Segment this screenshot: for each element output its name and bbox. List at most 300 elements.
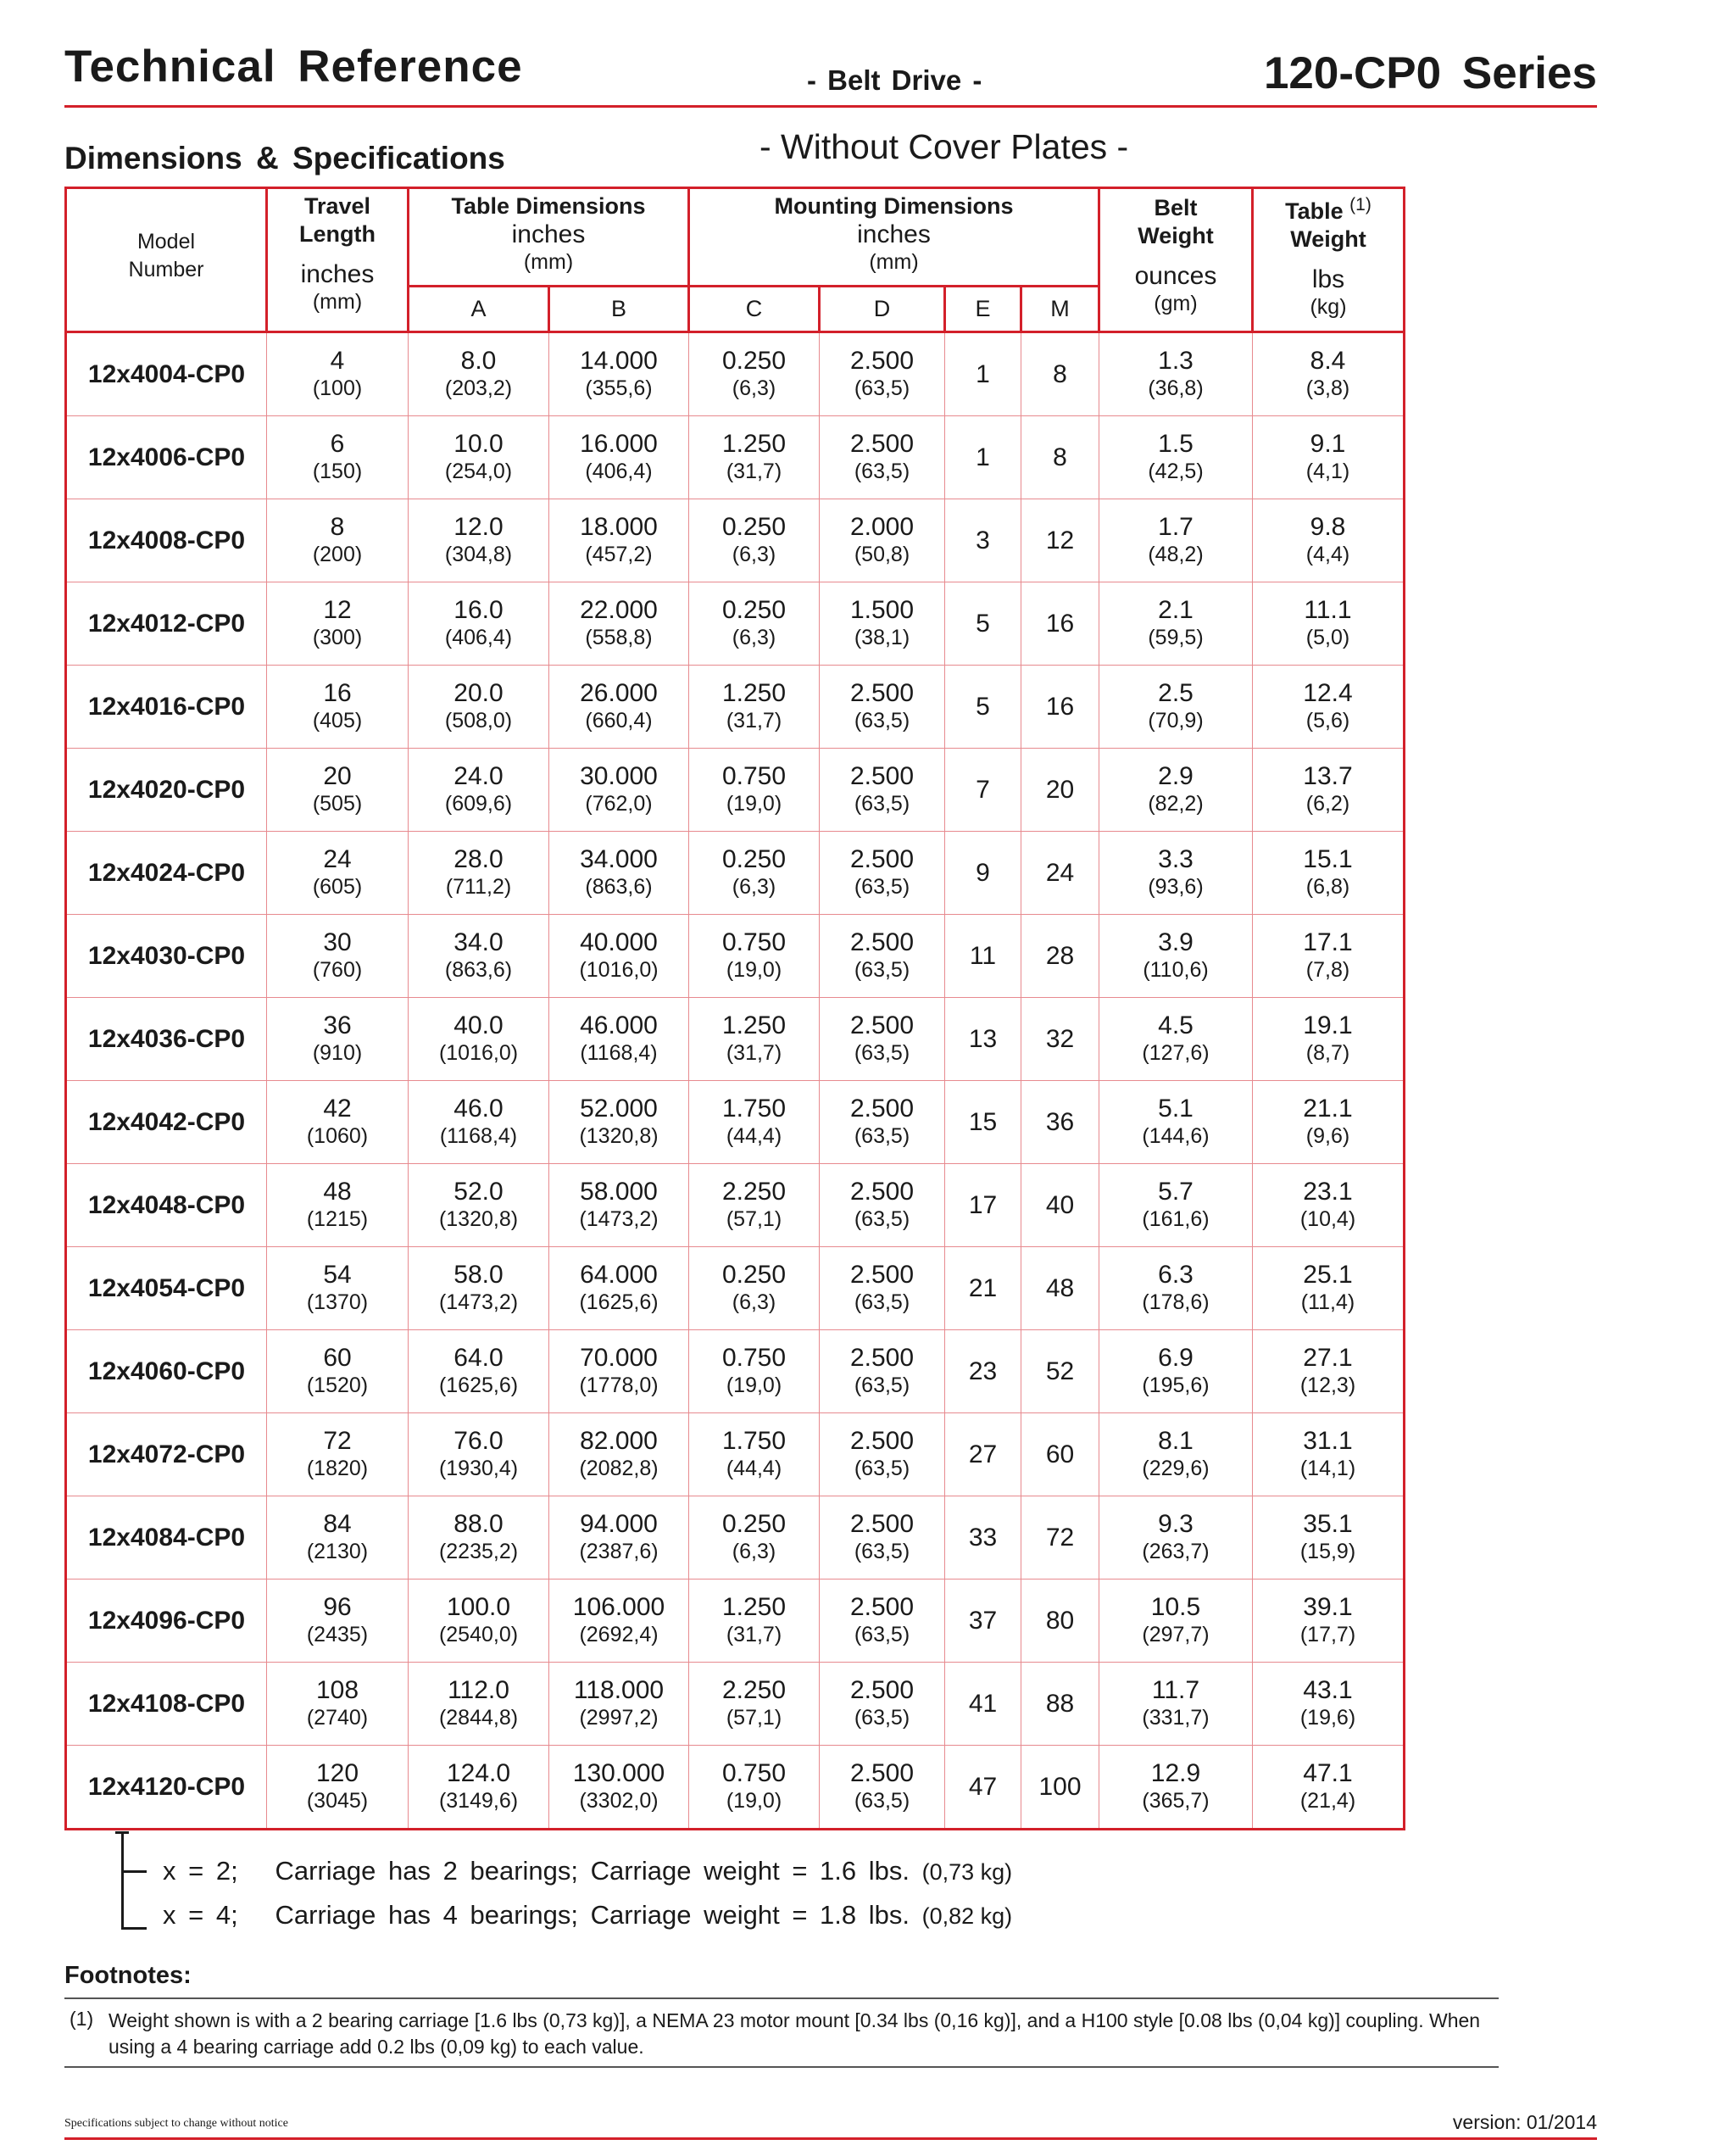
c-metric: (6,3) [732, 376, 776, 400]
table-weight-metric: (4,4) [1305, 542, 1350, 566]
belt-weight-value: 8.1 [1158, 1426, 1194, 1455]
footnotes-rule-top [64, 1997, 1499, 1999]
table-weight-metric: (10,4) [1299, 1206, 1356, 1231]
cell-b [549, 1413, 689, 1496]
table-weight-metric: (9,6) [1305, 1123, 1350, 1148]
cell-d [820, 1247, 945, 1330]
c-value: 0.250 [721, 595, 787, 624]
belt-weight-metric: (365,7) [1142, 1788, 1210, 1813]
table-weight-value: 23.1 [1303, 1177, 1353, 1206]
cell-belt-weight [1099, 998, 1253, 1081]
belt-weight-metric: (93,6) [1148, 874, 1204, 899]
cell-m: 8 [1021, 332, 1099, 416]
cell-c [689, 1663, 820, 1746]
belt-weight-value: 6.3 [1158, 1260, 1194, 1289]
b-value: 94.000 [580, 1509, 658, 1538]
cell-belt-weight [1099, 832, 1253, 915]
a-value: 24.0 [453, 761, 504, 790]
belt-weight-value: 3.9 [1158, 928, 1194, 956]
cell-c [689, 1164, 820, 1247]
cell-m: 80 [1021, 1580, 1099, 1663]
travel-metric: (3045) [306, 1788, 369, 1813]
cell-c [689, 499, 820, 582]
table-weight-value: 25.1 [1303, 1260, 1353, 1289]
cell-m: 72 [1021, 1496, 1099, 1580]
cell-b [549, 998, 689, 1081]
carriage-note-2 [163, 1856, 1012, 1886]
travel-metric: (2435) [306, 1622, 369, 1646]
belt-weight-metric: (144,6) [1142, 1123, 1210, 1148]
travel-value: 42 [323, 1094, 352, 1123]
table-weight-metric: (15,9) [1299, 1539, 1356, 1563]
travel-metric: (150) [312, 459, 363, 483]
carriage-note-2-kg: (0,73 kg) [921, 1859, 1013, 1885]
belt-weight-metric: (127,6) [1142, 1040, 1210, 1065]
d-metric: (63,5) [854, 1705, 910, 1730]
cell-d [820, 666, 945, 749]
header-travel-mm: (mm) [312, 290, 363, 314]
travel-metric: (1370) [306, 1290, 369, 1314]
b-value: 34.000 [580, 844, 658, 873]
belt-weight-metric: (110,6) [1143, 957, 1209, 982]
cell-belt-weight [1099, 416, 1253, 499]
table-weight-value: 9.8 [1310, 512, 1346, 541]
col-d-label: D [820, 287, 945, 332]
a-metric: (609,6) [444, 791, 513, 816]
travel-value: 96 [323, 1592, 352, 1621]
b-metric: (2387,6) [579, 1539, 659, 1563]
c-value: 0.250 [721, 844, 787, 873]
d-metric: (63,5) [854, 874, 910, 899]
table-row [66, 582, 1405, 666]
cell-belt-weight [1099, 915, 1253, 998]
b-value: 18.000 [580, 512, 658, 541]
table-row [66, 832, 1405, 915]
cell-table-weight [1253, 998, 1405, 1081]
travel-metric: (2130) [306, 1539, 369, 1563]
cell-table-weight [1253, 915, 1405, 998]
c-metric: (6,3) [732, 1539, 776, 1563]
c-value: 0.750 [721, 1758, 787, 1787]
table-row [66, 915, 1405, 998]
table-row [66, 1413, 1405, 1496]
belt-weight-value: 9.3 [1158, 1509, 1194, 1538]
d-value: 2.500 [849, 346, 915, 375]
footnote-text: Weight shown is with a 2 bearing carriage [1.6 lbs (0,73 kg)], a NEMA 23 motor mount [0.34 lbs (0,16 kg)], and a H100 style [0.08 lbs (0,04 kg)] coupling. When using a 4 bearing carriage add 0.2 lbs (0,09 kg) to each value. [108, 2009, 1481, 2058]
belt-weight-metric: (297,7) [1142, 1622, 1210, 1646]
travel-metric: (605) [312, 874, 363, 899]
travel-metric: (910) [312, 1040, 363, 1065]
table-weight-metric: (19,6) [1299, 1705, 1356, 1730]
a-value: 34.0 [453, 928, 504, 956]
a-value: 40.0 [453, 1011, 504, 1039]
a-metric: (1168,4) [439, 1123, 518, 1148]
cell-d [820, 1330, 945, 1413]
b-value: 16.000 [580, 429, 658, 458]
cell-c [689, 1330, 820, 1413]
a-metric: (203,2) [444, 376, 513, 400]
cell-d [820, 749, 945, 832]
d-value: 2.500 [849, 678, 915, 707]
cell-model: 12x4054-CP0 [66, 1247, 267, 1330]
cell-model: 12x4006-CP0 [66, 416, 267, 499]
header-belt [1099, 188, 1253, 332]
cell-table-weight [1253, 1413, 1405, 1496]
cell-e: 9 [945, 832, 1021, 915]
travel-metric: (2740) [306, 1705, 369, 1730]
cell-d [820, 1164, 945, 1247]
belt-weight-metric: (331,7) [1142, 1705, 1210, 1730]
cell-c [689, 749, 820, 832]
b-value: 40.000 [580, 928, 658, 956]
d-metric: (63,5) [854, 1123, 910, 1148]
belt-weight-value: 10.5 [1150, 1592, 1201, 1621]
a-value: 20.0 [453, 678, 504, 707]
header-belt-unit: ounces [1134, 262, 1217, 290]
d-value: 2.500 [849, 1260, 915, 1289]
travel-value: 48 [323, 1177, 352, 1206]
a-metric: (406,4) [444, 625, 513, 649]
cell-a [409, 832, 549, 915]
belt-weight-value: 6.9 [1158, 1343, 1194, 1372]
c-value: 0.250 [721, 512, 787, 541]
b-metric: (355,6) [585, 376, 653, 400]
d-value: 2.500 [849, 1094, 915, 1123]
c-metric: (44,4) [726, 1123, 782, 1148]
cell-belt-weight [1099, 332, 1253, 416]
cell-e: 13 [945, 998, 1021, 1081]
header-model-line1: Model [136, 230, 196, 254]
cell-travel [267, 1081, 409, 1164]
d-metric: (63,5) [854, 1290, 910, 1314]
d-metric: (63,5) [854, 1622, 910, 1646]
a-metric: (1016,0) [438, 1040, 519, 1065]
travel-value: 36 [323, 1011, 352, 1039]
d-value: 2.500 [849, 1758, 915, 1787]
c-metric: (6,3) [732, 1290, 776, 1314]
travel-value: 8 [330, 512, 345, 541]
table-row [66, 1081, 1405, 1164]
col-b-label: B [549, 287, 689, 332]
cell-b [549, 915, 689, 998]
cell-e: 17 [945, 1164, 1021, 1247]
cell-a [409, 1496, 549, 1580]
c-metric: (19,0) [726, 791, 782, 816]
cell-table-weight [1253, 1081, 1405, 1164]
table-row [66, 1330, 1405, 1413]
cell-m: 52 [1021, 1330, 1099, 1413]
travel-value: 72 [323, 1426, 352, 1455]
table-weight-value: 8.4 [1310, 346, 1346, 375]
a-value: 58.0 [453, 1260, 504, 1289]
table-weight-value: 35.1 [1303, 1509, 1353, 1538]
header-mounting-mm: (mm) [869, 250, 919, 274]
cell-travel [267, 1413, 409, 1496]
d-metric: (63,5) [854, 376, 910, 400]
cell-b [549, 1746, 689, 1830]
table-weight-value: 17.1 [1303, 928, 1353, 956]
cell-e: 5 [945, 666, 1021, 749]
page-subtitle: - Belt Drive - [807, 64, 982, 96]
b-value: 70.000 [580, 1343, 658, 1372]
belt-weight-metric: (70,9) [1148, 708, 1204, 733]
table-weight-metric: (12,3) [1299, 1373, 1356, 1397]
cell-a [409, 332, 549, 416]
b-metric: (762,0) [585, 791, 653, 816]
b-metric: (660,4) [585, 708, 653, 733]
table-weight-metric: (8,7) [1305, 1040, 1350, 1065]
spec-table [64, 187, 1405, 1830]
spec-table-body [66, 332, 1405, 1830]
belt-weight-metric: (195,6) [1142, 1373, 1210, 1397]
cell-c [689, 1081, 820, 1164]
table-weight-metric: (21,4) [1299, 1788, 1356, 1813]
header-table-dims-unit: inches [511, 220, 586, 248]
c-metric: (6,3) [732, 874, 776, 899]
b-metric: (1625,6) [579, 1290, 659, 1314]
c-metric: (57,1) [726, 1206, 782, 1231]
a-value: 88.0 [453, 1509, 504, 1538]
cell-b [549, 1663, 689, 1746]
cell-e: 21 [945, 1247, 1021, 1330]
b-metric: (3302,0) [579, 1788, 659, 1813]
d-metric: (50,8) [854, 542, 910, 566]
cell-c [689, 915, 820, 998]
d-metric: (63,5) [854, 1206, 910, 1231]
cell-b [549, 416, 689, 499]
belt-weight-metric: (178,6) [1142, 1290, 1210, 1314]
a-value: 124.0 [446, 1758, 511, 1787]
b-value: 118.000 [573, 1675, 665, 1704]
b-value: 26.000 [580, 678, 658, 707]
table-weight-value: 13.7 [1303, 761, 1353, 790]
cell-model: 12x4072-CP0 [66, 1413, 267, 1496]
d-value: 2.500 [849, 761, 915, 790]
cell-travel [267, 749, 409, 832]
header-belt-line1: Belt [1154, 195, 1198, 220]
header-table-dims-mm: (mm) [523, 250, 574, 274]
table-row [66, 499, 1405, 582]
cell-e: 41 [945, 1663, 1021, 1746]
cell-c [689, 1247, 820, 1330]
cell-model: 12x4060-CP0 [66, 1330, 267, 1413]
cell-d [820, 1413, 945, 1496]
travel-value: 24 [323, 844, 352, 873]
belt-weight-value: 5.7 [1158, 1177, 1194, 1206]
c-value: 2.250 [721, 1177, 787, 1206]
a-value: 100.0 [446, 1592, 511, 1621]
c-metric: (6,3) [732, 542, 776, 566]
header-model [66, 188, 267, 332]
table-row [66, 1580, 1405, 1663]
a-value: 28.0 [453, 844, 504, 873]
table-row [66, 1164, 1405, 1247]
c-value: 1.750 [721, 1094, 787, 1123]
c-metric: (19,0) [726, 1788, 782, 1813]
b-metric: (2692,4) [579, 1622, 659, 1646]
cell-a [409, 1164, 549, 1247]
b-metric: (457,2) [585, 542, 653, 566]
a-metric: (508,0) [444, 708, 513, 733]
cell-m: 12 [1021, 499, 1099, 582]
cell-c [689, 1413, 820, 1496]
table-weight-value: 12.4 [1303, 678, 1353, 707]
header-weight [1253, 188, 1405, 332]
table-row [66, 416, 1405, 499]
cell-m: 16 [1021, 582, 1099, 666]
table-weight-value: 21.1 [1303, 1094, 1353, 1123]
cell-travel [267, 1247, 409, 1330]
cell-a [409, 1663, 549, 1746]
b-value: 130.000 [572, 1758, 665, 1787]
table-weight-value: 31.1 [1303, 1426, 1353, 1455]
travel-metric: (200) [312, 542, 363, 566]
table-row [66, 332, 1405, 416]
cell-model: 12x4042-CP0 [66, 1081, 267, 1164]
cell-a [409, 416, 549, 499]
d-metric: (63,5) [854, 1539, 910, 1563]
cell-m: 60 [1021, 1413, 1099, 1496]
b-value: 46.000 [580, 1011, 658, 1039]
header-travel-line2: Length [299, 221, 376, 247]
table-weight-value: 47.1 [1303, 1758, 1353, 1787]
cell-travel [267, 1746, 409, 1830]
cell-c [689, 666, 820, 749]
header-belt-gm: (gm) [1154, 292, 1198, 315]
cell-table-weight [1253, 416, 1405, 499]
c-metric: (19,0) [726, 957, 782, 982]
cell-model: 12x4030-CP0 [66, 915, 267, 998]
cell-b [549, 1081, 689, 1164]
d-metric: (63,5) [854, 708, 910, 733]
cell-b [549, 582, 689, 666]
travel-metric: (1820) [306, 1456, 369, 1480]
cell-model: 12x4084-CP0 [66, 1496, 267, 1580]
b-value: 14.000 [580, 346, 658, 375]
cell-table-weight [1253, 582, 1405, 666]
cell-model: 12x4004-CP0 [66, 332, 267, 416]
cell-d [820, 1496, 945, 1580]
d-metric: (63,5) [854, 1456, 910, 1480]
cell-c [689, 998, 820, 1081]
cell-a [409, 666, 549, 749]
b-metric: (1473,2) [579, 1206, 659, 1231]
cell-travel [267, 832, 409, 915]
cell-e: 33 [945, 1496, 1021, 1580]
cell-travel [267, 499, 409, 582]
table-weight-metric: (5,6) [1305, 708, 1350, 733]
cell-d [820, 915, 945, 998]
a-metric: (711,2) [445, 874, 512, 899]
d-value: 2.500 [849, 844, 915, 873]
travel-metric: (760) [312, 957, 363, 982]
cell-travel [267, 1663, 409, 1746]
table-weight-metric: (17,7) [1299, 1622, 1356, 1646]
cell-belt-weight [1099, 1164, 1253, 1247]
c-value: 1.250 [721, 1592, 787, 1621]
belt-weight-metric: (161,6) [1142, 1206, 1210, 1231]
cell-a [409, 499, 549, 582]
belt-weight-metric: (36,8) [1148, 376, 1204, 400]
cell-table-weight [1253, 332, 1405, 416]
a-metric: (1930,4) [438, 1456, 519, 1480]
travel-metric: (1060) [306, 1123, 369, 1148]
cell-e: 1 [945, 332, 1021, 416]
cell-c [689, 1580, 820, 1663]
cell-e: 1 [945, 416, 1021, 499]
a-metric: (2540,0) [438, 1622, 519, 1646]
cell-c [689, 582, 820, 666]
c-metric: (31,7) [726, 1622, 782, 1646]
b-value: 106.000 [572, 1592, 665, 1621]
d-metric: (63,5) [854, 957, 910, 982]
cell-table-weight [1253, 832, 1405, 915]
d-value: 2.500 [849, 1592, 915, 1621]
a-value: 64.0 [453, 1343, 504, 1372]
section-title: Dimensions & Specifications [64, 141, 505, 176]
belt-weight-value: 1.7 [1158, 512, 1194, 541]
cell-model: 12x4012-CP0 [66, 582, 267, 666]
header-weight-line2: Weight [1290, 226, 1366, 252]
bottom-rule [64, 2137, 1597, 2140]
header-travel-unit: inches [300, 260, 375, 288]
b-metric: (1320,8) [579, 1123, 659, 1148]
footnote-marker: (1) [1349, 195, 1372, 214]
b-value: 64.000 [580, 1260, 658, 1289]
header-travel [267, 188, 409, 332]
a-value: 76.0 [453, 1426, 504, 1455]
c-metric: (44,4) [726, 1456, 782, 1480]
table-weight-metric: (6,8) [1305, 874, 1350, 899]
bracket-vertical [121, 1831, 124, 1930]
c-value: 0.250 [721, 346, 787, 375]
footnotes-rule-bottom [64, 2066, 1499, 2068]
a-value: 46.0 [453, 1094, 504, 1123]
cell-belt-weight [1099, 1496, 1253, 1580]
travel-value: 120 [315, 1758, 359, 1787]
cell-d [820, 332, 945, 416]
cell-b [549, 332, 689, 416]
b-value: 22.000 [580, 595, 658, 624]
c-value: 1.250 [721, 1011, 787, 1039]
d-metric: (63,5) [854, 459, 910, 483]
b-value: 82.000 [580, 1426, 658, 1455]
cell-a [409, 1247, 549, 1330]
cell-e: 15 [945, 1081, 1021, 1164]
d-value: 2.500 [849, 1011, 915, 1039]
cell-c [689, 1496, 820, 1580]
a-metric: (1473,2) [438, 1290, 519, 1314]
cell-table-weight [1253, 666, 1405, 749]
belt-weight-value: 2.1 [1158, 595, 1194, 624]
carriage-note-4-text: x = 4; Carriage has 4 bearings; Carriage weight = 1.8 lbs. [163, 1900, 910, 1930]
cell-table-weight [1253, 749, 1405, 832]
table-weight-value: 19.1 [1303, 1011, 1353, 1039]
cell-belt-weight [1099, 1746, 1253, 1830]
belt-weight-metric: (82,2) [1148, 791, 1204, 816]
cell-d [820, 582, 945, 666]
cell-d [820, 1663, 945, 1746]
c-metric: (57,1) [726, 1705, 782, 1730]
b-metric: (1778,0) [579, 1373, 659, 1397]
table-weight-value: 39.1 [1303, 1592, 1353, 1621]
a-metric: (1320,8) [438, 1206, 519, 1231]
top-rule [64, 105, 1597, 108]
cell-m: 28 [1021, 915, 1099, 998]
cell-e: 27 [945, 1413, 1021, 1496]
cell-belt-weight [1099, 1247, 1253, 1330]
cell-belt-weight [1099, 1081, 1253, 1164]
